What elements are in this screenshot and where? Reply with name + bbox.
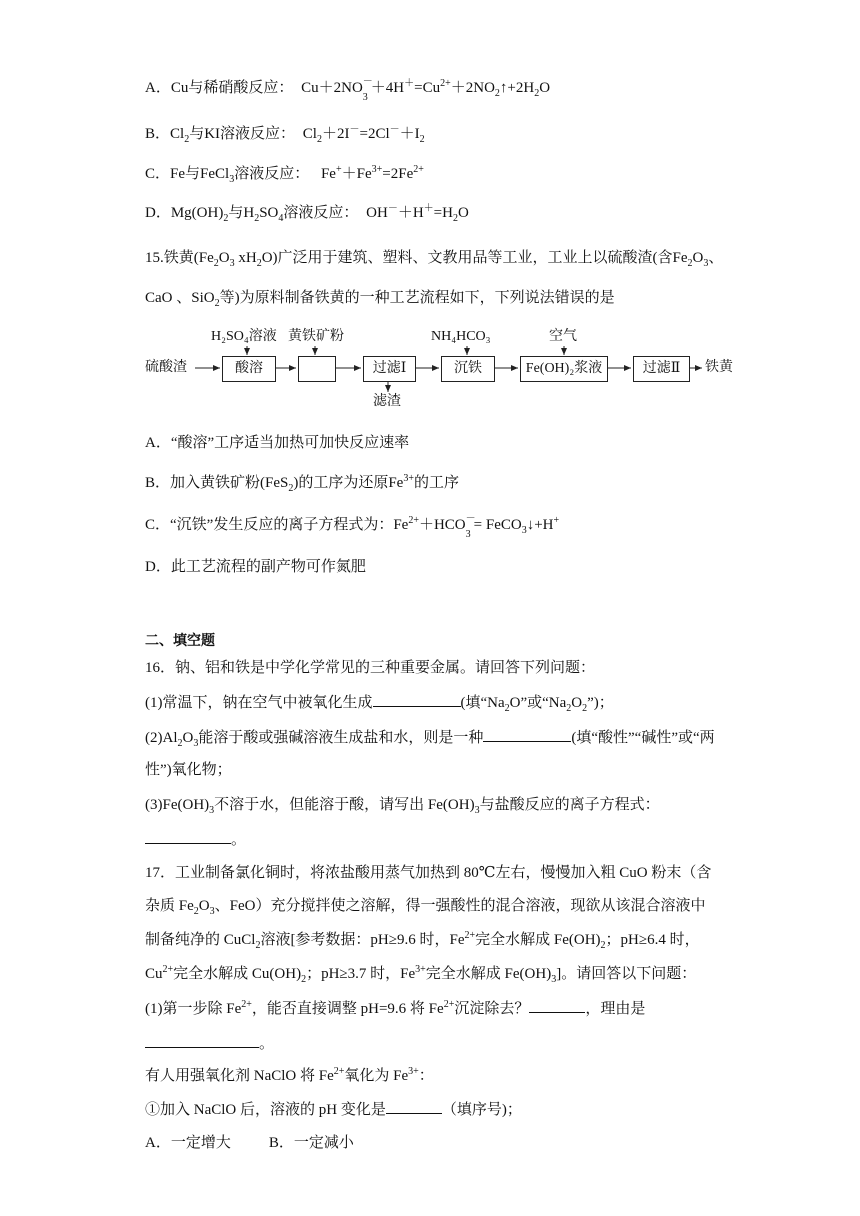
answer-blank[interactable] (386, 1099, 442, 1114)
q14-option-d: D．$Mg(OH)_2$与$H_2SO_4$溶液反应： $OH^-+H^+=H_2O$ (145, 203, 469, 224)
option-a: A．一定增大 (145, 1135, 231, 1151)
answer-blank[interactable] (529, 998, 585, 1013)
q17-subq1: ①加入 NaClO 后，溶液的 pH 变化是 （填序号)； (145, 1099, 522, 1120)
section-title: 二、填空题 (145, 632, 215, 648)
q16-part3-answer: 。 (145, 829, 246, 850)
flow-step-blank (298, 356, 336, 382)
option-b: B．一定减小 (268, 1135, 354, 1151)
q15-stem-line1: 15.铁黄($Fe_2O_3$ $xH_2O$)广泛用于建筑、塑料、文教用品等工业，工业上以硫酸渣(含$Fe_2O_3$、 (145, 250, 724, 269)
q16-part2-cont: 性”)氧化物； (145, 762, 232, 778)
q17-part1-reason: 。 (145, 1033, 274, 1054)
flow-step-filter-1: 过滤Ⅰ (363, 356, 416, 382)
flow-step-precipitate-iron: 沉铁 (441, 356, 495, 382)
q17-line7: 有人用强氧化剂 NaClO 将 $Fe^{2+}$氧化为 $Fe^{3+}$： (145, 1066, 434, 1084)
flow-step-filter-2: 过滤Ⅱ (633, 356, 690, 382)
q17-part1: (1)第一步除 $Fe^{2+}$，能否直接调整 pH=9.6 将 $Fe^{2+}$沉淀除去？ ，理由是 (145, 999, 646, 1017)
q14-option-a (145, 76, 551, 103)
q17-line3: 制备纯净的 CuCl$_2$溶液[参考数据：pH≥9.6 时，$Fe^{2+}$完全水解成 $Fe(OH)_2$；pH≥6.4 时， (145, 930, 700, 951)
flow-input-nh4hco3: NH₄HCO₃ (431, 329, 491, 344)
q14-option-b: B．$Cl_2$与KI溶液反应： $Cl_2+2I^-=2Cl^-+I_2$ (145, 124, 425, 145)
q16-part2: $(2)Al_2O_3$能溶于酸或强碱溶液生成盐和水，则是一种 (填“酸性”“碱性”或“两 (145, 727, 715, 748)
q17-line2: 杂质 $Fe_2O_3$、FeO）充分搅拌使之溶解，得一强酸性的混合溶液，现欲从该混合溶液中 (145, 898, 706, 917)
option-text: Cu与稀硝酸反应： (170, 80, 294, 96)
process-flowchart (145, 326, 745, 416)
answer-blank[interactable] (145, 1033, 259, 1048)
q15-stem-line2: CaO 、SiO$_2$等)为原料制备铁黄的一种工艺流程如下，下列说法错误的是 (145, 290, 615, 309)
flow-step-feoh2-slurry: Fe(OH)₂浆液 (520, 356, 608, 382)
equation: Cu＋2NO － 3 $+4H^+=Cu^{2+}+2NO_2↑+2H_2O$ (301, 76, 551, 103)
flow-start-label: 硫酸渣 (145, 360, 187, 375)
option-label: A． (145, 80, 171, 96)
answer-blank[interactable] (145, 829, 231, 844)
flow-end-label: 铁黄 (705, 360, 733, 375)
q14-option-c: C．Fe与FeCl$_3$溶液反应： $Fe^++Fe^{3+}=2Fe^{2+}$ (145, 164, 424, 185)
answer-blank[interactable] (483, 727, 571, 742)
q15-option-d: D．此工艺流程的副产物可作氮肥 (145, 559, 366, 575)
q17-line1: 17．工业制备氯化铜时，将浓盐酸用蒸气加热到 80℃左右，慢慢加入粗 CuO 粉末（含 (145, 865, 712, 881)
q15-option-b: B．加入黄铁矿粉(FeS$_2$)的工序为还原$Fe^{3+}$的工序 (145, 473, 459, 494)
q15-option-a: A．“酸溶”工序适当加热可加快反应速率 (145, 435, 410, 451)
flow-input-air: 空气 (549, 329, 577, 344)
flow-output-residue: 滤渣 (373, 394, 401, 409)
flow-step-acid-dissolve: 酸溶 (222, 356, 276, 382)
q17-line4: $Cu^{2+}$完全水解成 $Cu(OH)_2$；pH≥3.7 时，$Fe^{3+}$完全水解成 $Fe(OH)_3$]。请回答以下问题： (145, 964, 697, 985)
flow-input-h2so4: H₂SO₄溶液 (211, 329, 277, 344)
answer-blank[interactable] (373, 692, 461, 707)
q16-part3: $(3)Fe(OH)_3$不溶于水，但能溶于酸，请写出 $Fe(OH)_3$与盐酸反应的离子方程式： (145, 797, 660, 816)
q16-part1: (1)常温下，钠在空气中被氧化生成 (填“$Na_2O$”或“$Na_2O_2$”)； (145, 692, 614, 713)
q15-option-c: C．“沉铁”发生反应的离子方程式为：$Fe^{2+}+HCO$ － 3 = FeCO$_3$↓+H+ (145, 513, 560, 540)
q16-stem: 16．钠、铝和铁是中学化学常见的三种重要金属。请回答下列问题： (145, 660, 596, 676)
q17-subq1-options (145, 1133, 354, 1153)
flow-input-pyrite: 黄铁矿粉 (288, 329, 344, 344)
